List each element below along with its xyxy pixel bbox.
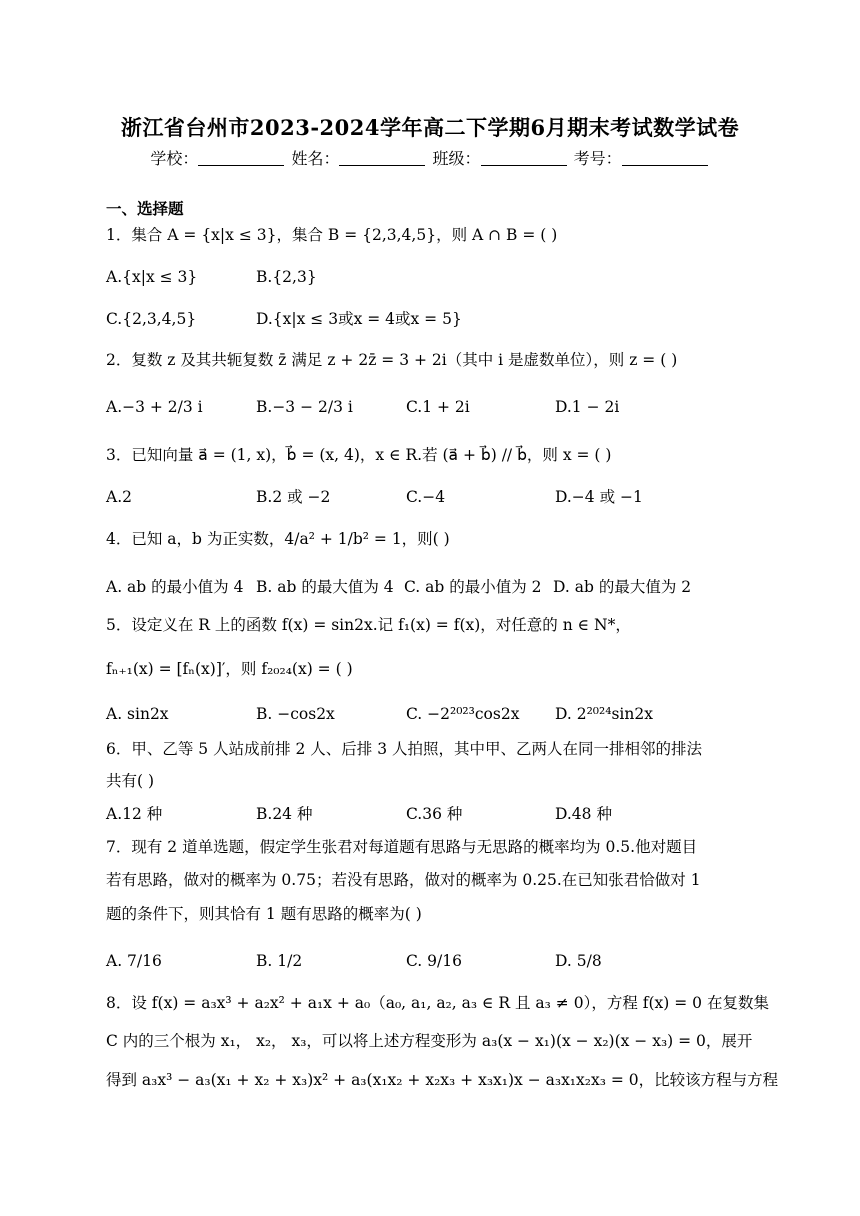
question-4-stem: 4．已知 a，b 为正实数，4/a² + 1/b² = 1，则( )	[106, 530, 450, 548]
question-6-stem-line-1: 6．甲、乙等 5 人站成前排 2 人、后排 3 人拍照，其中甲、乙两人在同一排相邻的排法	[106, 740, 703, 758]
school-blank	[198, 151, 284, 166]
school-label: 学校：	[150, 149, 199, 168]
number-label: 考号：	[573, 149, 622, 168]
question-4-option-c: C. ab 的最小值为 2	[404, 578, 542, 596]
question-6-option-d: D.48 种	[555, 805, 612, 823]
question-4-option-b: B. ab 的最大值为 4	[256, 578, 394, 596]
question-7-option-c: C. 9/16	[406, 952, 462, 970]
class-blank	[481, 151, 567, 166]
question-5-stem-line-1: 5．设定义在 R 上的函数 f(x) = sin2x.记 f₁(x) = f(x)，对任意的 n ∈ N*，	[106, 616, 631, 634]
question-8-stem-line-2: C 内的三个根为 x₁， x₂， x₃，可以将上述方程变形为 a₃(x − x₁)(x − x₂)(x − x₃) = 0，展开	[106, 1032, 753, 1050]
question-1-option-d: D.{x|x ≤ 3或x = 4或x = 5}	[256, 310, 462, 328]
section-heading: 一、选择题	[106, 199, 184, 218]
question-6-option-c: C.36 种	[406, 805, 463, 823]
question-7-option-b: B. 1/2	[256, 952, 303, 970]
question-3-stem: 3．已知向量 a⃗ = (1, x)，b⃗ = (x, 4)，x ∈ R.若 (a⃗ + b⃗) // b⃗，则 x = ( )	[106, 446, 612, 464]
question-4-option-d: D. ab 的最大值为 2	[553, 578, 692, 596]
question-1-option-a: A.{x|x ≤ 3}	[106, 268, 198, 286]
question-7-stem-line-2: 若有思路，做对的概率为 0.75；若没有思路，做对的概率为 0.25.在已知张君恰做对 1	[106, 871, 701, 889]
question-6-option-b: B.24 种	[256, 805, 313, 823]
question-1-option-b: B.{2,3}	[256, 268, 317, 286]
question-2-option-c: C.1 + 2i	[406, 398, 470, 416]
name-label: 姓名：	[291, 149, 340, 168]
question-2-option-d: D.1 − 2i	[555, 398, 620, 416]
question-8-stem-line-1: 8．设 f(x) = a₃x³ + a₂x² + a₁x + a₀（a₀, a₁, a₂, a₃ ∈ R 且 a₃ ≠ 0），方程 f(x) = 0 在复数集	[106, 994, 769, 1012]
question-7-option-d: D. 5/8	[555, 952, 602, 970]
question-3-option-d: D.−4 或 −1	[555, 488, 643, 506]
question-6-option-a: A.12 种	[106, 805, 163, 823]
question-5-option-b: B. −cos2x	[256, 705, 335, 723]
question-7-stem-line-3: 题的条件下，则其恰有 1 题有思路的概率为( )	[106, 905, 422, 923]
class-label: 班级：	[432, 149, 481, 168]
question-2-stem: 2．复数 z 及其共轭复数 z̄ 满足 z + 2z̄ = 3 + 2i（其中 i 是虚数单位），则 z = ( )	[106, 351, 678, 369]
question-1-stem: 1．集合 A = {x|x ≤ 3}，集合 B = {2,3,4,5}，则 A ∩ B = ( )	[106, 226, 558, 244]
question-7-option-a: A. 7/16	[106, 952, 162, 970]
question-8-stem-line-3: 得到 a₃x³ − a₃(x₁ + x₂ + x₃)x² + a₃(x₁x₂ + x₂x₃ + x₃x₁)x − a₃x₁x₂x₃ = 0，比较该方程与方程	[106, 1071, 779, 1089]
question-5-stem-line-2: fₙ₊₁(x) = [fₙ(x)]′，则 f₂₀₂₄(x) = ( )	[106, 660, 353, 678]
question-5-option-c: C. −2²⁰²³cos2x	[406, 705, 520, 723]
question-3-option-c: C.−4	[406, 488, 446, 506]
question-3-option-a: A.2	[106, 488, 132, 506]
exam-title: 浙江省台州市2023-2024学年高二下学期6月期末考试数学试卷	[120, 115, 740, 140]
question-5-option-a: A. sin2x	[106, 705, 169, 723]
question-1-option-c: C.{2,3,4,5}	[106, 310, 197, 328]
name-blank	[339, 151, 425, 166]
question-5-option-d: D. 2²⁰²⁴sin2x	[555, 705, 653, 723]
question-2-option-b: B.−3 − 2/3 i	[256, 398, 353, 416]
question-6-stem-line-2: 共有( )	[106, 772, 155, 790]
question-7-stem-line-1: 7．现有 2 道单选题，假定学生张君对每道题有思路与无思路的概率均为 0.5.他对题目	[106, 838, 698, 856]
question-4-option-a: A. ab 的最小值为 4	[106, 578, 244, 596]
question-3-option-b: B.2 或 −2	[256, 488, 331, 506]
student-info-line	[0, 146, 860, 169]
question-2-option-a: A.−3 + 2/3 i	[106, 398, 203, 416]
number-blank	[622, 151, 708, 166]
